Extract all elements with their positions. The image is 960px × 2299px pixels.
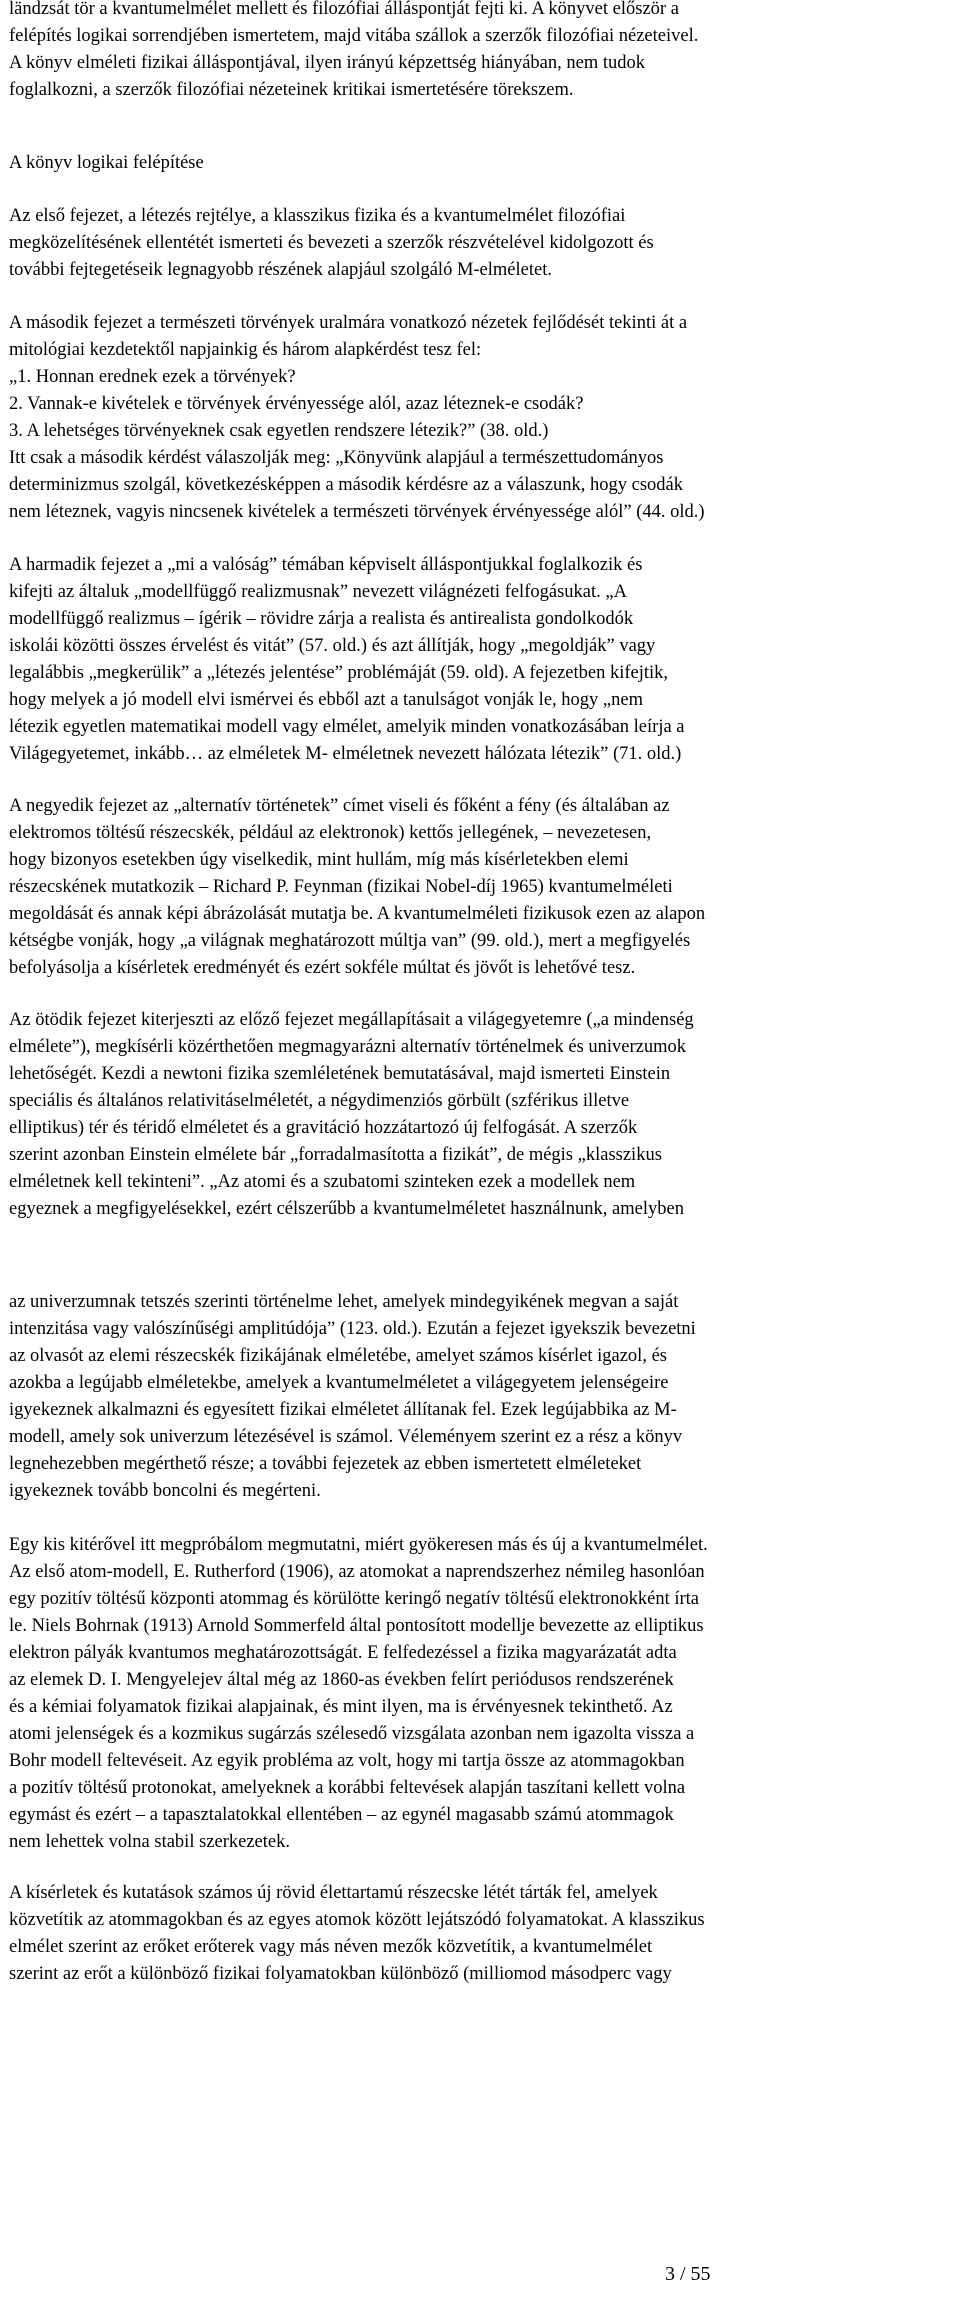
text-line: egyeznek a megfigyelésekkel, ezért célszerűbb a kvantumelméletet használnunk, amelyben [9, 1199, 684, 1219]
section-heading [9, 150, 953, 177]
text-line: 3. A lehetséges törvényeknek csak egyetlen rendszere létezik?” (38. old.) [9, 421, 549, 441]
text-line: speciális és általános relativitáselméletét, a négydimenziós görbült (szférikus illetve [9, 1091, 630, 1111]
text-line: elmélete”), megkísérli közérthetően megmagyarázni alternatív történelmek és univerzumok [9, 1037, 687, 1057]
text-line: kétségbe vonják, hogy „a világnak meghatározott múltja van” (99. old.), mert a megfigyelés [9, 931, 691, 951]
text-line: Itt csak a második kérdést válaszolják meg: „Könyvünk alapjául a természettudományos [9, 448, 664, 468]
text-line: szerint az erőt a különböző fizikai folyamatokban különböző (milliomod másodperc vagy [9, 1964, 672, 1984]
text-line: létezik egyetlen matematikai modell vagy elmélet, amelyik minden vonatkozásában leírja a [9, 717, 685, 737]
text-line: igyekeznek alkalmazni és egyesített fizikai elméletet állítanak fel. Ezek legújabbika az M- [9, 1400, 677, 1420]
text-line: modellfüggő realizmus – ígérik – rövidre zárja a realista és antirealista gondolkodók [9, 609, 634, 629]
text-line: az olvasót az elemi részecskék fizikájának elméletébe, amelyet számos kísérlet igazol, és [9, 1346, 667, 1366]
text-line: modell, amely sok univerzum létezésével is számol. Véleményem szerint ez a rész a könyv [9, 1427, 683, 1447]
text-line: Az első atom-modell, E. Rutherford (1906), az atomokat a naprendszerhez némileg hasonlóan [9, 1562, 705, 1582]
text-line: le. Niels Bohrnak (1913) Arnold Sommerfeld által pontosított modellje bevezette az elliptikus [9, 1616, 704, 1636]
paragraph-chapter-2 [9, 310, 953, 526]
paragraph-chapter-5 [9, 1007, 953, 1223]
page-number: 3 / 55 [665, 2263, 711, 2285]
text-line: hogy melyek a jó modell elvi ismérvei és ebből azt a tanulságot vonják le, hogy „nem [9, 690, 643, 710]
text-line: megközelítésének ellentétét ismerteti és bevezeti a szerzők részvételével kidolgozott és [9, 233, 654, 253]
text-line: befolyásolja a kísérletek eredményét és ezért sokféle múltat és jövőt is lehetővé tesz. [9, 958, 636, 978]
text-line: nem lehettek volna stabil szerkezetek. [9, 1832, 290, 1852]
text-line: intenzitása vagy valószínűségi amplitúdója” (123. old.). Ezután a fejezet igyekszik bevezetni [9, 1319, 696, 1339]
text-line: felépítés logikai sorrendjében ismertetem, majd vitába szállok a szerzők filozófiai nézeteivel. [9, 26, 699, 46]
text-line: további fejtegetéseik legnagyobb részének alapjául szolgáló M-elméletet. [9, 260, 552, 280]
text-line: Bohr modell feltevéseit. Az egyik probléma az volt, hogy mi tartja össze az atommagokban [9, 1751, 685, 1771]
text-line: azokba a legújabb elméletekbe, amelyek a kvantumelméletet a világegyetem jelenségeire [9, 1373, 669, 1393]
text-line: elliptikus) tér és téridő elméletet és a gravitáció hozzátartozó új felfogását. A szerzők [9, 1118, 638, 1138]
text-line: az univerzumnak tetszés szerinti történelme lehet, amelyek mindegyikének megvan a saját [9, 1292, 679, 1312]
text-line: hogy bizonyos esetekben úgy viselkedik, mint hullám, míg más kísérletekben elemi [9, 850, 629, 870]
text-line: és a kémiai folyamatok fizikai alapjainak, és mint ilyen, ma is érvényesnek tekinthető. Az [9, 1697, 673, 1717]
text-line: legnehezebben megérthető része; a további fejezetek az ebben ismertetett elméleteket [9, 1454, 642, 1474]
text-line: a pozitív töltésű protonokat, amelyeknek a korábbi feltevések alapján taszítani kellett volna [9, 1778, 686, 1798]
section-heading-text: A könyv logikai felépítése [9, 153, 204, 173]
text-line: A kísérletek és kutatások számos új rövid élettartamú részecske létét tárták fel, amelyek [9, 1883, 658, 1903]
text-line: A harmadik fejezet a „mi a valóság” témában képviselt álláspontjukkal foglalkozik és [9, 555, 643, 575]
text-line: Egy kis kitérővel itt megpróbálom megmutatni, miért gyökeresen más és új a kvantumelmélet. [9, 1535, 708, 1555]
paragraph-intro [9, 0, 953, 104]
text-line: közvetítik az atommagokban és az egyes atomok között lejátszódó folyamatokat. A klasszikus [9, 1910, 705, 1930]
text-line: igyekeznek tovább boncolni és megérteni. [9, 1481, 321, 1501]
text-line: elméletnek kell tekinteni”. „Az atomi és a szubatomi szinteken ezek a modellek nem [9, 1172, 636, 1192]
text-line: egy pozitív töltésű központi atommag és körülötte keringő negatív töltésű elektronokként írta [9, 1589, 699, 1609]
text-line: foglalkozni, a szerzők filozófiai nézeteinek kritikai ismertetésére törekszem. [9, 80, 574, 100]
paragraph-chapter-3 [9, 552, 953, 768]
paragraph-chapter-1 [9, 203, 953, 284]
paragraph-atom-models [9, 1532, 953, 1856]
text-line: A második fejezet a természeti törvények uralmára vonatkozó nézetek fejlődését tekinti át a [9, 313, 688, 333]
text-line: részecskének mutatkozik – Richard P. Feynman (fizikai Nobel-díj 1965) kvantumelméleti [9, 877, 673, 897]
text-line: elektron pályák kvantumos meghatározottságát. E felfedezéssel a fizika magyarázatát adta [9, 1643, 677, 1663]
text-line: kifejti az általuk „modellfüggő realizmusnak” nevezett világnézeti felfogásukat. „A [9, 582, 627, 602]
text-line: „1. Honnan erednek ezek a törvények? [9, 367, 296, 387]
text-line: determinizmus szolgál, következésképpen a második kérdésre az a válaszunk, hogy csodák [9, 475, 683, 495]
text-line: egymást és ezért – a tapasztalatokkal ellentében – az egynél magasabb számú atommagok [9, 1805, 674, 1825]
text-line: Az ötödik fejezet kiterjeszti az előző fejezet megállapításait a világegyetemre („a mindenség [9, 1010, 694, 1030]
text-line: az elemek D. I. Mengyelejev által még az 1860-as években felírt periódusos rendszerének [9, 1670, 674, 1690]
text-line: szerint azonban Einstein elmélete bár „forradalmasította a fizikát”, de mégis „klasszikus [9, 1145, 662, 1165]
text-line: megoldását és annak képi ábrázolását mutatja be. A kvantumelméleti fizikusok ezen az alapon [9, 904, 706, 924]
text-line: A könyv elméleti fizikai álláspontjával, ilyen irányú képzettség hiányában, nem tudok [9, 53, 646, 73]
text-line: 2. Vannak-e kivételek e törvények érvényessége alól, azaz léteznek-e csodák? [9, 394, 584, 414]
text-line: ländzsát tör a kvantumelmélet mellett és filozófiai álláspontját fejti ki. A könyvet először a [9, 0, 679, 19]
text-line: mitológiai kezdetektől napjainkig és három alapkérdést tesz fel: [9, 340, 482, 360]
paragraph-chapter-5-continued [9, 1289, 953, 1505]
text-line: elektromos töltésű részecskék, például az elektronok) kettős jellegének, – nevezetesen, [9, 823, 652, 843]
text-line: atomi jelenségek és a kozmikus sugárzás szélesedő vizsgálata azonban nem igazolta vissza a [9, 1724, 695, 1744]
text-line: iskolái közötti összes érvelést és vitát” (57. old.) és azt állítják, hogy „megoldják” vagy [9, 636, 656, 656]
text-line: A negyedik fejezet az „alternatív történetek” címet viseli és főként a fény (és általában az [9, 796, 670, 816]
text-line: lehetőségét. Kezdi a newtoni fizika szemléletének bemutatásával, majd ismerteti Einstein [9, 1064, 671, 1084]
text-line: elmélet szerint az erőket erőterek vagy más néven mezők közvetítik, a kvantumelmélet [9, 1937, 653, 1957]
text-line: Az első fejezet, a létezés rejtélye, a klasszikus fizika és a kvantumelmélet filozófiai [9, 206, 626, 226]
paragraph-forces [9, 1880, 953, 1988]
paragraph-chapter-4 [9, 793, 953, 982]
text-line: Világegyetemet, inkább… az elméletek M- elméletnek nevezett hálózata létezik” (71. old.) [9, 744, 682, 764]
text-line: legalábbis „megkerülik” a „létezés jelentése” problémáját (59. old). A fejezetben kifejtik, [9, 663, 669, 683]
text-line: nem léteznek, vagyis nincsenek kivételek a természeti törvények érvényessége alól” (44. old.) [9, 502, 705, 522]
